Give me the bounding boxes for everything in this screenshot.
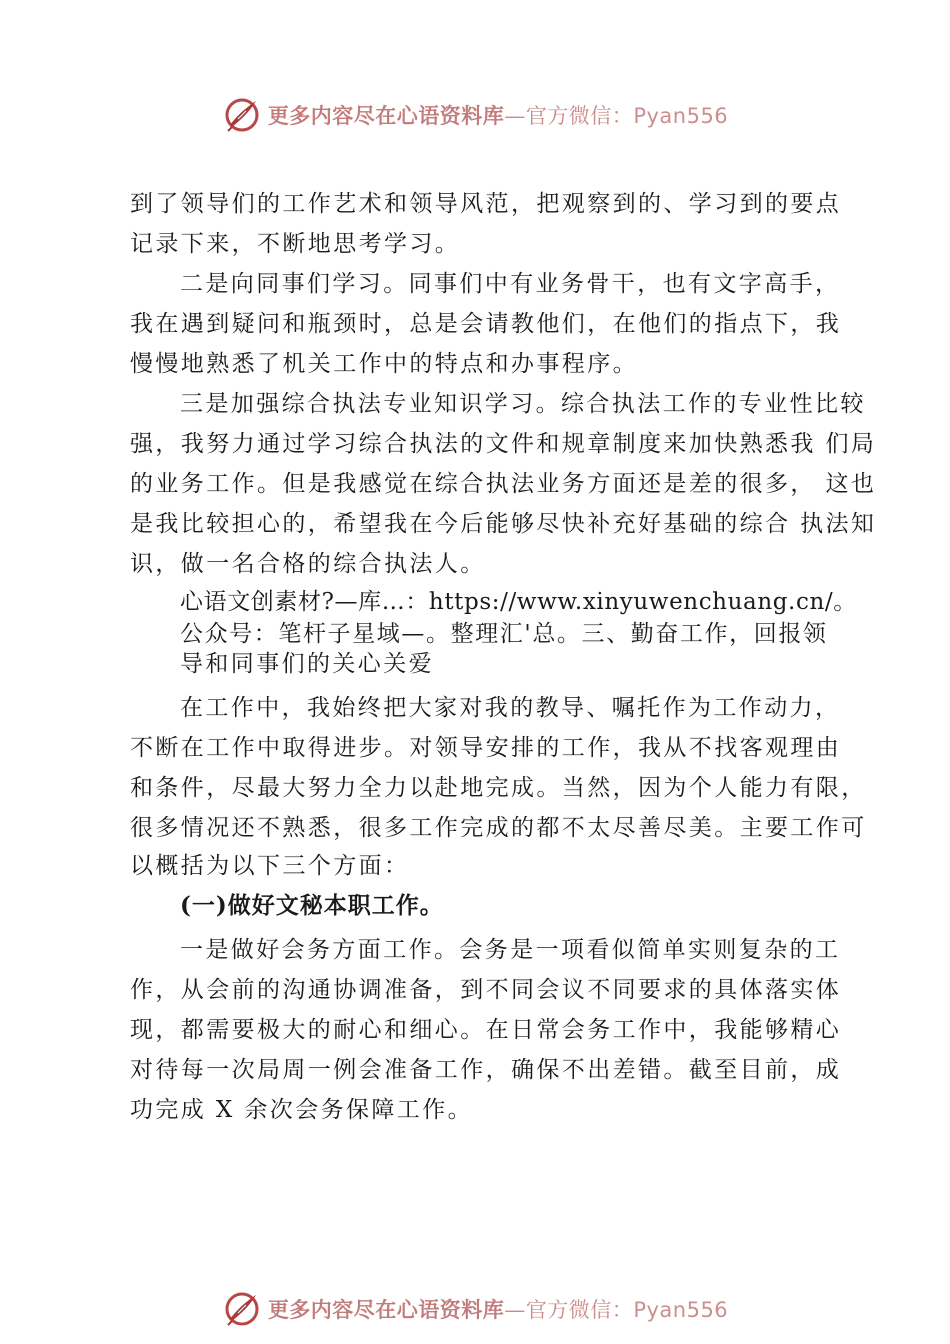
header-watermark-part3: Pyan556 [633, 104, 729, 128]
body-line: 到了领导们的工作艺术和领导风范，把观察到的、学习到的要点 [130, 191, 842, 217]
body-line: 很多情况还不熟悉，很多工作完成的都不太尽善尽美。主要工作可 [130, 815, 867, 841]
body-line: 作，从会前的沟通协调准备，到不同会议不同要求的具体落实体 [130, 977, 842, 1003]
body-line: 和条件，尽最大努力全力以赴地完成。当然，因为个人能力有限， [130, 775, 867, 801]
body-line: 导和同事们的关心关爱 [180, 651, 434, 677]
body-line: 心语文创素材?—库…：https://www.xinyuwenchuang.cn/。 [180, 589, 857, 615]
body-line: 功完成 X 余次会务保障工作。 [130, 1097, 473, 1123]
body-line: 强，我努力通过学习综合执法的文件和规章制度来加快熟悉我 们局 [130, 431, 877, 457]
body-line: 对待每一次局周一例会准备工作，确保不出差错。截至目前，成 [130, 1057, 842, 1083]
body-line: 慢慢地熟悉了机关工作中的特点和办事程序。 [130, 351, 638, 377]
body-line: 识，做一名合格的综合执法人。 [130, 551, 486, 577]
body-line: 以概括为以下三个方面： [130, 853, 410, 879]
footer-watermark-text [268, 1294, 728, 1324]
footer-watermark-part3: Pyan556 [633, 1298, 729, 1322]
body-line: 的业务工作。但是我感觉在综合执法业务方面还是差的很多， 这也 [130, 471, 877, 497]
body-line: 三是加强综合执法专业知识学习。综合执法工作的专业性比较 [180, 391, 866, 417]
body-line: 现，都需要极大的耐心和细心。在日常会务工作中，我能够精心 [130, 1017, 842, 1043]
body-line: 在工作中，我始终把大家对我的教导、嘱托作为工作动力， [180, 695, 841, 721]
body-line: 二是向同事们学习。同事们中有业务骨干，也有文字高手， [180, 271, 841, 297]
footer-watermark-banner [0, 1284, 950, 1334]
footer-watermark-part1: 更多内容尽在心语资料库 [267, 1297, 505, 1322]
quill-seal-logo-icon [222, 1289, 262, 1329]
section-heading: (一)做好文秘本职工作。 [180, 892, 444, 919]
body-line: 记录下来，不断地思考学习。 [130, 231, 461, 257]
header-watermark-part1: 更多内容尽在心语资料库 [267, 103, 505, 128]
header-watermark-part2: —官方微信： [504, 104, 634, 128]
body-line: 是我比较担心的，希望我在今后能够尽快补充好基础的综合 执法知 [130, 511, 877, 537]
body-line: 我在遇到疑问和瓶颈时，总是会请教他们，在他们的指点下，我 [130, 311, 842, 337]
body-line: 公众号：笔杆子星域—。整理汇'总。三、勤奋工作，回报领 [180, 621, 828, 647]
body-line: 不断在工作中取得进步。对领导安排的工作，我从不找客观理由 [130, 735, 842, 761]
body-line: 一是做好会务方面工作。会务是一项看似简单实则复杂的工 [180, 937, 841, 963]
footer-watermark-part2: —官方微信： [504, 1298, 634, 1322]
